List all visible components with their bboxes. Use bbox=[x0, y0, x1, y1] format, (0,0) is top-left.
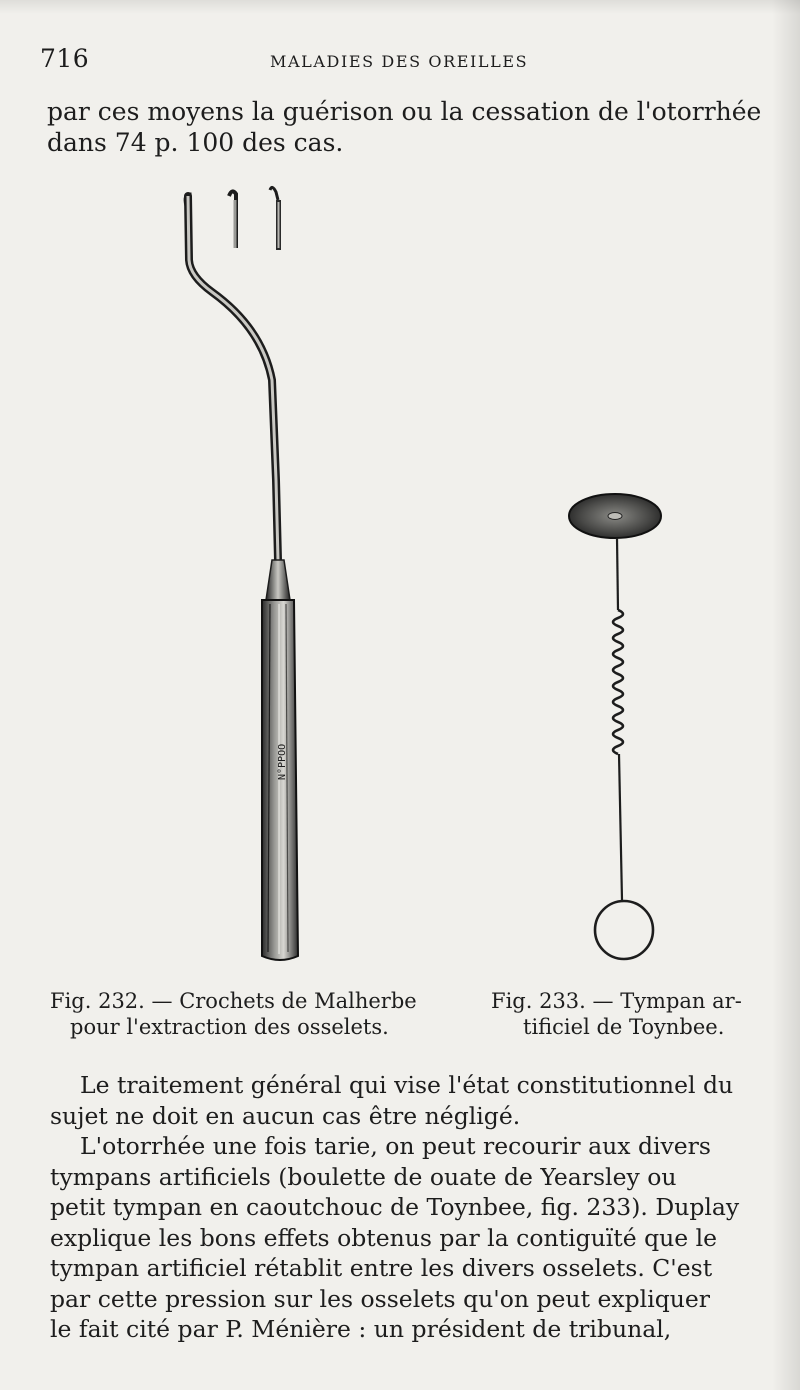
body-paragraphs bbox=[50, 1070, 780, 1345]
toynbee-tympanum-illustration bbox=[569, 494, 661, 959]
malherbe-hook-illustration bbox=[185, 187, 298, 960]
body-line: par cette pression sur les osselets qu'on peut expliquer bbox=[50, 1284, 711, 1313]
page-top-shadow bbox=[0, 0, 800, 14]
body-line: tympan artificiel rétablit entre les divers osselets. C'est bbox=[50, 1254, 713, 1282]
figure-232-caption bbox=[50, 988, 490, 1040]
body-line: le fait cité par P. Ménière : un président de tribunal, bbox=[50, 1315, 672, 1343]
figure-233-caption bbox=[491, 988, 771, 1040]
body-line: Le traitement général qui vise l'état constitutionnel du bbox=[80, 1071, 734, 1099]
figure-illustrations bbox=[0, 180, 800, 980]
body-line: explique les bons effets obtenus par la contiguïté que le bbox=[50, 1223, 718, 1252]
body-line: sujet ne doit en aucun cas être négligé. bbox=[50, 1101, 521, 1130]
figures-area bbox=[0, 180, 800, 980]
body-line: tympans artificiels (boulette de ouate de Yearsley ou bbox=[50, 1162, 677, 1191]
intro-line: dans 74 p. 100 des cas. bbox=[47, 128, 344, 157]
caption-line: Fig. 232. — Crochets de Malherbe bbox=[50, 989, 417, 1013]
body-line: petit tympan en caoutchouc de Toynbee, fig. 233). Duplay bbox=[50, 1193, 740, 1221]
page-header bbox=[40, 44, 760, 78]
intro-line: par ces moyens la guérison ou la cessation de l'otorrhée bbox=[47, 97, 762, 126]
intro-paragraph bbox=[47, 96, 762, 158]
handle-engraving: N°PPOO bbox=[277, 743, 288, 780]
running-title: MALADIES DES OREILLES bbox=[270, 52, 529, 71]
body-line: L'otorrhée une fois tarie, on peut recourir aux divers bbox=[80, 1132, 711, 1160]
caption-line: pour l'extraction des osselets. bbox=[70, 1015, 389, 1039]
caption-line: Fig. 233. — Tympan ar- bbox=[491, 989, 742, 1013]
caption-line: tificiel de Toynbee. bbox=[523, 1015, 725, 1039]
page-number: 716 bbox=[40, 44, 90, 73]
